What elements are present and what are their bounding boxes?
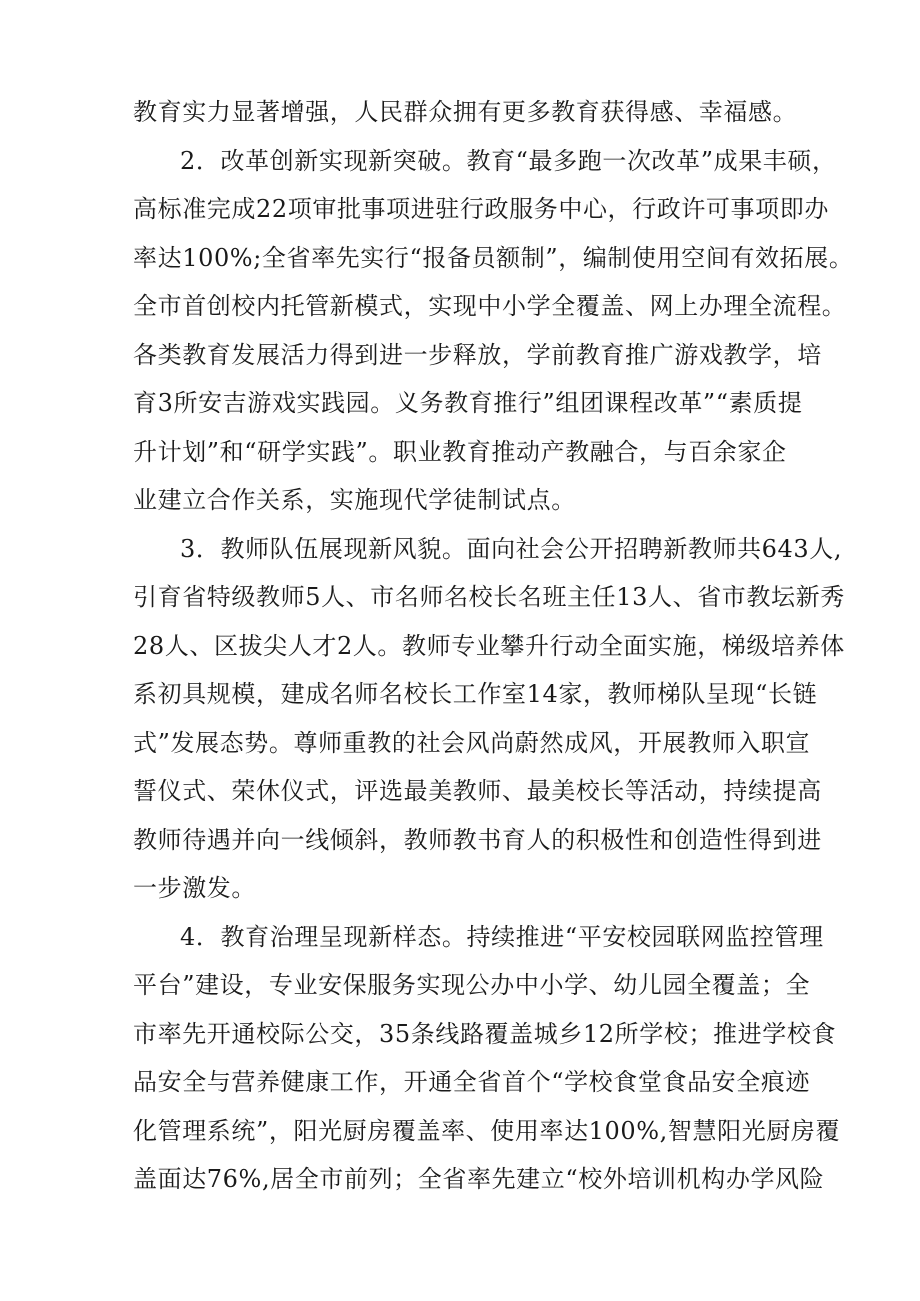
text-line: 化管理系统”，阳光厨房覆盖率、使用率达100%,智慧阳光厨房覆	[133, 1116, 841, 1145]
text-line: 系初具规模，建成名师名校长工作室14家，教师梯队呈现“长链	[133, 680, 818, 708]
text-line: 教育实力显著增强，人民群众拥有更多教育获得感、幸福感。	[133, 98, 798, 126]
paragraph-start-line: 2．改革创新实现新突破。教育“最多跑一次改革”成果丰硕，	[180, 146, 837, 175]
text-line: 引育省特级教师5人、市名师名校长名班主任13人、省市教坛新秀	[133, 583, 845, 611]
text-line: 式”发展态势。尊师重教的社会风尚蔚然成风，开展教师入职宣	[133, 728, 811, 757]
paragraph-start-line: 4．教育治理呈现新样态。持续推进“平安校园联网监控管理	[180, 922, 824, 951]
text-line: 各类教育发展活力得到进一步释放，学前教育推广游戏教学，培	[133, 340, 822, 369]
text-line: 品安全与营养健康工作，开通全省首个“学校食堂食品安全痕迹	[133, 1068, 811, 1096]
text-line: 教师待遇并向一线倾斜，教师教书育人的积极性和创造性得到进	[133, 825, 822, 854]
text-line: 率达100%;全省率先实行“报备员额制”，编制使用空间有效拓展。	[133, 243, 854, 272]
text-line: 市率先开通校际公交，35条线路覆盖城乡12所学校；推进学校食	[133, 1019, 837, 1048]
text-line: 盖面达76%,居全市前列；全省率先建立“校外培训机构办学风险	[133, 1165, 825, 1193]
text-line: 业建立合作关系，实施现代学徒制试点。	[133, 486, 576, 514]
text-line: 28人、区拔尖人才2人。教师专业攀升行动全面实施，梯级培养体	[133, 631, 845, 660]
text-line: 平台”建设，专业安保服务实现公办中小学、幼儿园全覆盖；全	[133, 971, 811, 999]
text-line: 升计划”和“研学实践”。职业教育推动产教融合，与百余家企	[133, 437, 787, 466]
text-line: 育3所安吉游戏实践园。义务教育推行”组团课程改革”“素质提	[133, 389, 803, 417]
text-line: 全市首创校内托管新模式，实现中小学全覆盖、网上办理全流程。	[133, 292, 847, 320]
text-line: 誓仪式、荣休仪式，评选最美教师、最美校长等活动，持续提高	[133, 777, 822, 805]
text-line: 高标准完成22项审批事项进驻行政服务中心，行政许可事项即办	[133, 195, 829, 223]
paragraph-start-line: 3．教师队伍展现新风貌。面向社会公开招聘新教师共643人,	[180, 534, 843, 563]
text-line: 一步激发。	[133, 874, 256, 902]
document-body	[133, 88, 854, 1204]
